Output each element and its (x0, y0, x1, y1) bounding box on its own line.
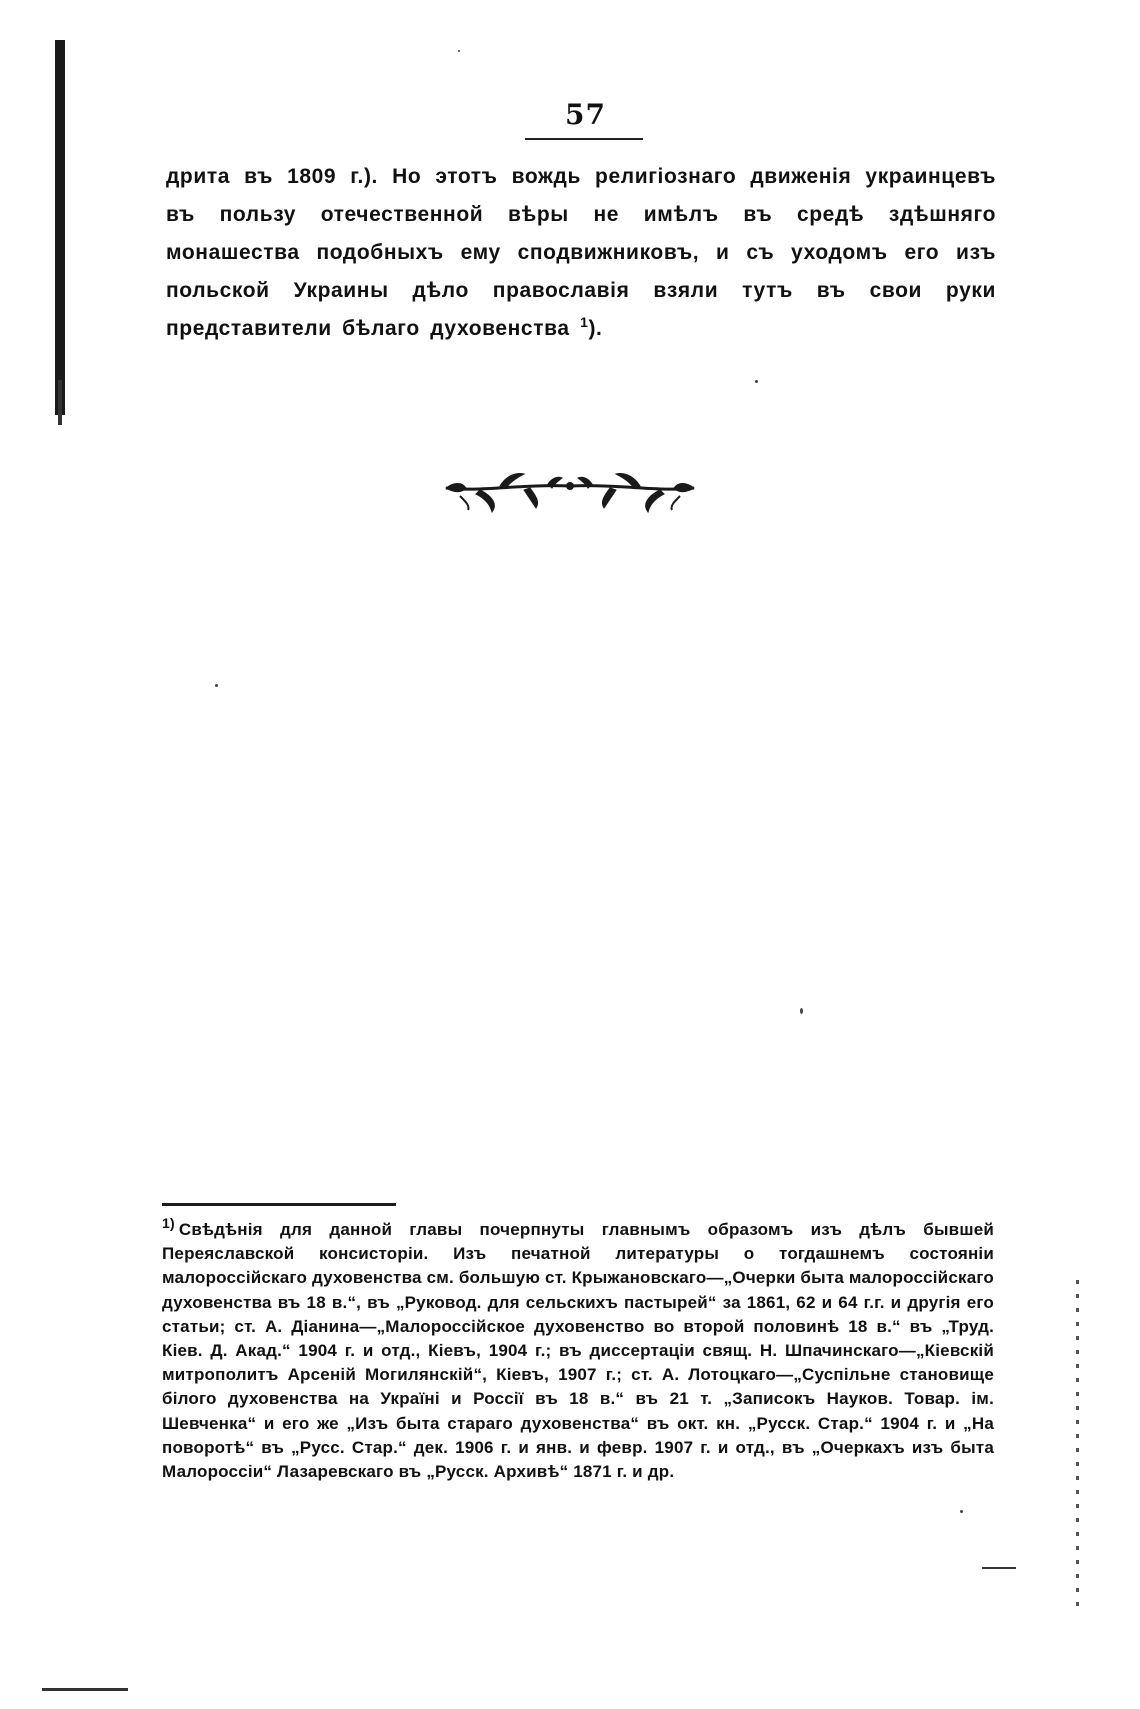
scan-mark (982, 1567, 1016, 1569)
scan-edge-dots (1076, 1280, 1079, 1610)
scan-mark (42, 1688, 128, 1691)
floral-tailpiece-ornament-icon (440, 462, 700, 514)
footnote (162, 1215, 994, 1484)
scan-speck (755, 380, 758, 383)
scan-speck (458, 50, 460, 52)
scan-edge-mark (55, 40, 65, 415)
scan-speck (960, 1510, 963, 1513)
footnote-separator (162, 1203, 396, 1206)
scan-speck (800, 1008, 803, 1014)
body-paragraph-end: ). (588, 317, 603, 340)
page-number: 57 (565, 98, 606, 131)
body-paragraph (166, 158, 996, 348)
footnote-marker: 1) (162, 1215, 175, 1232)
footnote-text: Свѣдѣнія для данной главы почерпнуты главнымъ образомъ изъ дѣлъ бывшей Переяславской консисторіи. Изъ печатной литературы о тогдашнемъ состояніи малороссійскаго духовенства см. большую ст. Крыжановскаго—„Очерки быта малороссійскаго духовенства въ 18 в.“, въ „Руковод. для сельскихъ пастырей“ за 1861, 62 и 64 г.г. и другія его статьи; ст. А. Діанина—„Малороссійское духовенство во второй половинѣ 18 в.“ въ „Труд. Кіев. Д. Акад.“ 1904 г. и отд., Кіевъ, 1904 г.; въ диссертаціи свящ. Н. Шпачинскаго—„Кіевскій митрополитъ Арсеній Могилянскій“, Кіевъ, 1907 г.; ст. А. Лотоцкаго—„Суспільне становище білого духовенства на Україні и Россії въ 18 в.“ въ 21 т. „Записокъ Науков. Товар. ім. Шевченка“ и его же „Изъ быта стараго духовенства“ въ окт. кн. „Русск. Стар.“ 1904 г. и „На поворотѣ“ въ „Русс. Стар.“ дек. 1906 г. и янв. и февр. 1907 г. и отд., въ „Очеркахъ изъ быта Малороссіи“ Лазаревскаго въ „Русск. Архивѣ“ 1871 г. и др. (162, 1220, 994, 1482)
scan-edge-mark-tail (58, 380, 62, 425)
scan-speck (215, 684, 218, 687)
footnote-reference: 1 (580, 314, 589, 330)
body-paragraph-text: дрита въ 1809 г.). Но этотъ вождь религіознаго движенія украинцевъ въ пользу отечественной вѣры не имѣлъ въ средѣ здѣшняго монашества подобныхъ ему сподвижниковъ, и съ уходомъ его изъ польской Украины дѣло православія взяли тутъ въ свои руки представители бѣлаго духовенства (166, 165, 996, 340)
page-number-rule (525, 138, 643, 140)
